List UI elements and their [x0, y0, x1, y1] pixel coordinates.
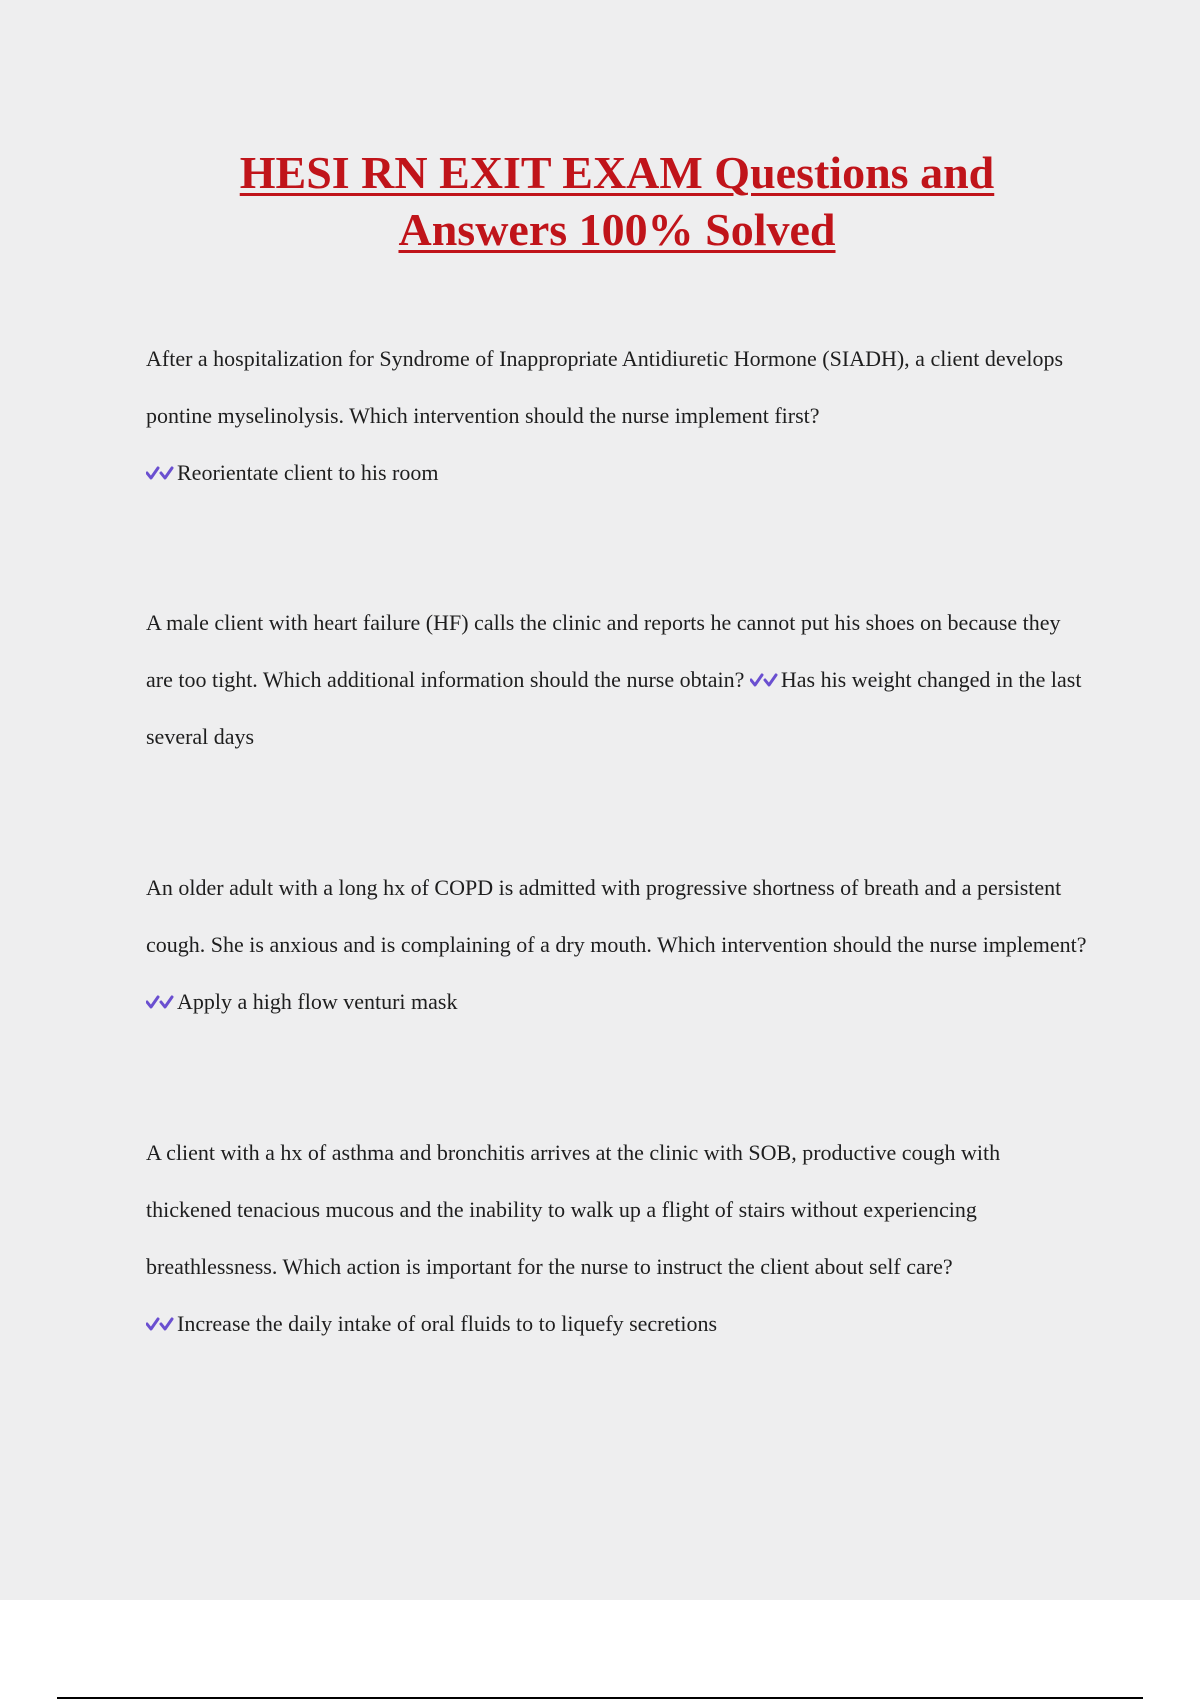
- footer-divider: [57, 1697, 1143, 1699]
- answer-text: Increase the daily intake of oral fluids to to liquefy secretions: [177, 1311, 718, 1336]
- answer-text: Reorientate client to his room: [177, 460, 439, 485]
- title-line-2: Answers 100% Solved: [398, 204, 836, 255]
- qa-item-1: [146, 330, 1090, 501]
- question-text: A client with a hx of asthma and bronchitis arrives at the clinic with SOB, productive cough with thickened tenacious mucous and the inability to walk up a flight of stairs without experiencing breathlessness. Which action is important for the nurse to instruct the client about self care?: [146, 1140, 1001, 1279]
- qa-item-3: [146, 859, 1090, 1030]
- document-title: [0, 144, 1200, 258]
- question-text: A male client with heart failure (HF) calls the clinic and reports he cannot put his shoes on because they are too tight. Which additional information should the nurse obtain?: [146, 610, 1061, 692]
- double-check-icon: [146, 1314, 174, 1334]
- qa-item-2: [146, 594, 1090, 765]
- answer-text: Has his weight changed in the last several days: [146, 667, 1082, 749]
- double-check-icon: [146, 463, 174, 483]
- question-text: After a hospitalization for Syndrome of Inappropriate Antidiuretic Hormone (SIADH), a client develops pontine myselinolysis. Which intervention should the nurse implement first?: [146, 346, 1064, 428]
- title-line-1: HESI RN EXIT EXAM Questions and: [239, 147, 995, 198]
- qa-item-4: [146, 1124, 1090, 1352]
- double-check-icon: [146, 992, 174, 1012]
- question-text: An older adult with a long hx of COPD is admitted with progressive shortness of breath and a persistent cough. She is anxious and is complaining of a dry mouth. Which intervention should the nurse implement?: [146, 875, 1087, 957]
- answer-text: Apply a high flow venturi mask: [177, 989, 458, 1014]
- double-check-icon: [750, 670, 778, 690]
